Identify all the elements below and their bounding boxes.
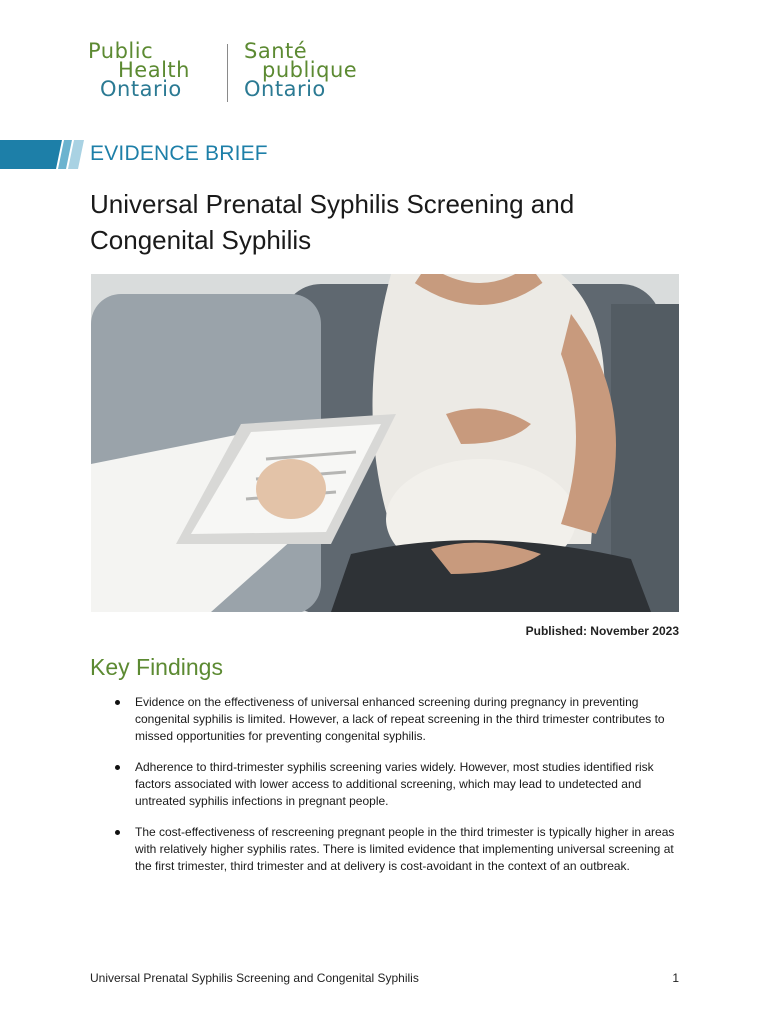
logo-divider xyxy=(227,44,228,102)
key-finding-text: Adherence to third-trimester syphilis screening varies widely. However, most studies identified risk factors associated with lower access to additional screening, which may lead to undetected and untreated syphilis infections in pregnant people. xyxy=(135,760,654,808)
logo-en-word-1: Public xyxy=(88,39,154,63)
logo-fr-word-3: Ontario xyxy=(244,77,326,101)
key-finding-item xyxy=(111,824,686,875)
document-type-label: EVIDENCE BRIEF xyxy=(90,142,268,165)
key-finding-text: Evidence on the effectiveness of universal enhanced screening during pregnancy in preventing congenital syphilis is limited. However, a lack of repeat screening in the third trimester contributes to missed opportunities for preventing congenital syphilis. xyxy=(135,695,665,743)
bullet-icon xyxy=(115,830,120,835)
published-date: Published: November 2023 xyxy=(525,624,679,638)
title-line-1: Universal Prenatal Syphilis Screening and xyxy=(90,189,575,219)
document-title xyxy=(90,186,690,258)
logo-en-word-3: Ontario xyxy=(100,77,182,101)
logo-english xyxy=(88,39,223,101)
page-number: 1 xyxy=(672,971,679,985)
cover-photo xyxy=(91,274,679,612)
bullet-icon xyxy=(115,700,120,705)
key-finding-item xyxy=(111,694,686,745)
logo-en-word-2: Health xyxy=(118,58,190,82)
key-finding-text: The cost-effectiveness of rescreening pregnant people in the third trimester is typically higher in areas with relatively higher syphilis rates. There is limited evidence that implementing universal screening at the first trimester, third trimester and at delivery is cost-avoidant in the context of an outbreak. xyxy=(135,825,675,873)
bullet-icon xyxy=(115,765,120,770)
pregnant-woman-consultation-illustration xyxy=(91,274,679,612)
key-findings-heading: Key Findings xyxy=(90,654,223,680)
header-accent-band xyxy=(0,140,84,169)
logo-french xyxy=(244,39,384,101)
key-findings-list xyxy=(111,694,686,889)
footer-document-title: Universal Prenatal Syphilis Screening and Congenital Syphilis xyxy=(90,971,419,985)
public-health-ontario-logo xyxy=(88,39,388,104)
key-finding-item xyxy=(111,759,686,810)
title-line-2: Congenital Syphilis xyxy=(90,225,312,255)
logo-fr-word-2: publique xyxy=(262,58,358,82)
logo-fr-word-1: Santé xyxy=(244,39,308,63)
